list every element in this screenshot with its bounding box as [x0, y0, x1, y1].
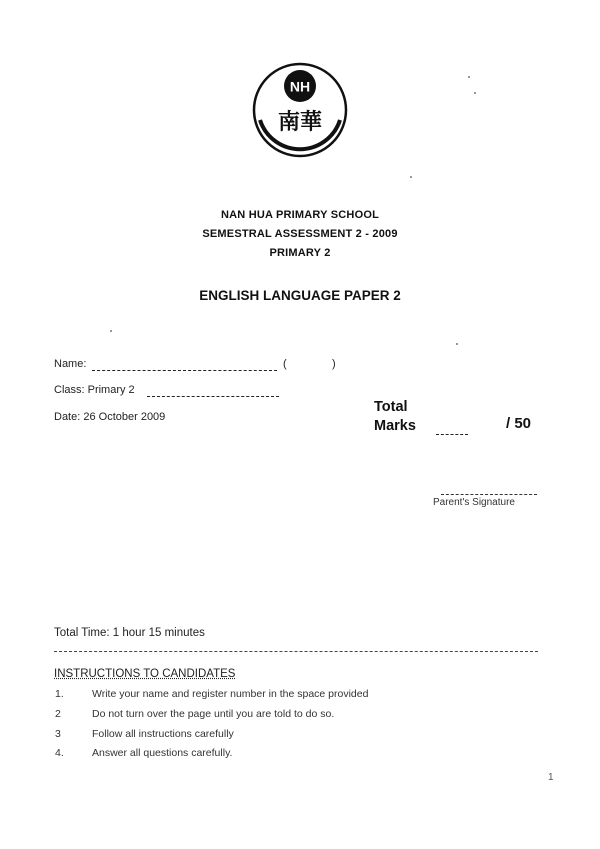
instruction-text: Follow all instructions carefully	[92, 728, 234, 740]
total-time: Total Time: 1 hour 15 minutes	[54, 627, 205, 639]
instruction-text: Write your name and register number in the space provided	[92, 688, 369, 700]
instruction-text: Answer all questions carefully.	[92, 747, 233, 759]
scan-speck	[110, 330, 112, 332]
marks-label: Marks	[374, 418, 416, 434]
register-paren-close: )	[332, 358, 336, 370]
school-name: NAN HUA PRIMARY SCHOOL	[221, 209, 379, 221]
page-number: 1	[548, 772, 554, 783]
signature-line[interactable]	[441, 494, 537, 495]
logo-monogram: NH	[289, 78, 311, 95]
scan-speck	[474, 92, 476, 94]
scan-speck	[468, 76, 470, 78]
logo-chinese-name: 南華	[277, 110, 323, 135]
scan-speck	[456, 343, 458, 345]
instruction-number: 3	[55, 728, 61, 740]
instruction-number: 4.	[55, 747, 64, 759]
instruction-item	[55, 728, 535, 742]
total-label: Total	[374, 399, 408, 415]
class-field-label: Class: Primary 2	[54, 384, 135, 396]
scan-speck	[410, 176, 412, 178]
instruction-item	[55, 708, 535, 722]
name-blank[interactable]	[92, 370, 277, 371]
marks-out-of: / 50	[506, 415, 532, 432]
instruction-item	[55, 747, 535, 761]
parent-signature-label: Parent's Signature	[433, 497, 515, 508]
section-divider	[54, 651, 538, 652]
name-field-label: Name:	[54, 358, 87, 370]
date-field: Date: 26 October 2009	[54, 411, 166, 423]
school-logo	[248, 58, 352, 162]
assessment-title: SEMESTRAL ASSESSMENT 2 - 2009	[202, 228, 398, 240]
register-paren-open: (	[283, 358, 287, 370]
instruction-text: Do not turn over the page until you are told to do so.	[92, 708, 335, 720]
instruction-number: 2	[55, 708, 61, 720]
instruction-item	[55, 688, 535, 702]
marks-blank[interactable]	[436, 434, 468, 435]
level-title: PRIMARY 2	[269, 247, 331, 259]
instruction-number: 1.	[55, 688, 64, 700]
class-blank[interactable]	[147, 396, 279, 397]
paper-title: ENGLISH LANGUAGE PAPER 2	[199, 288, 401, 303]
instructions-title: INSTRUCTIONS TO CANDIDATES	[54, 668, 236, 680]
